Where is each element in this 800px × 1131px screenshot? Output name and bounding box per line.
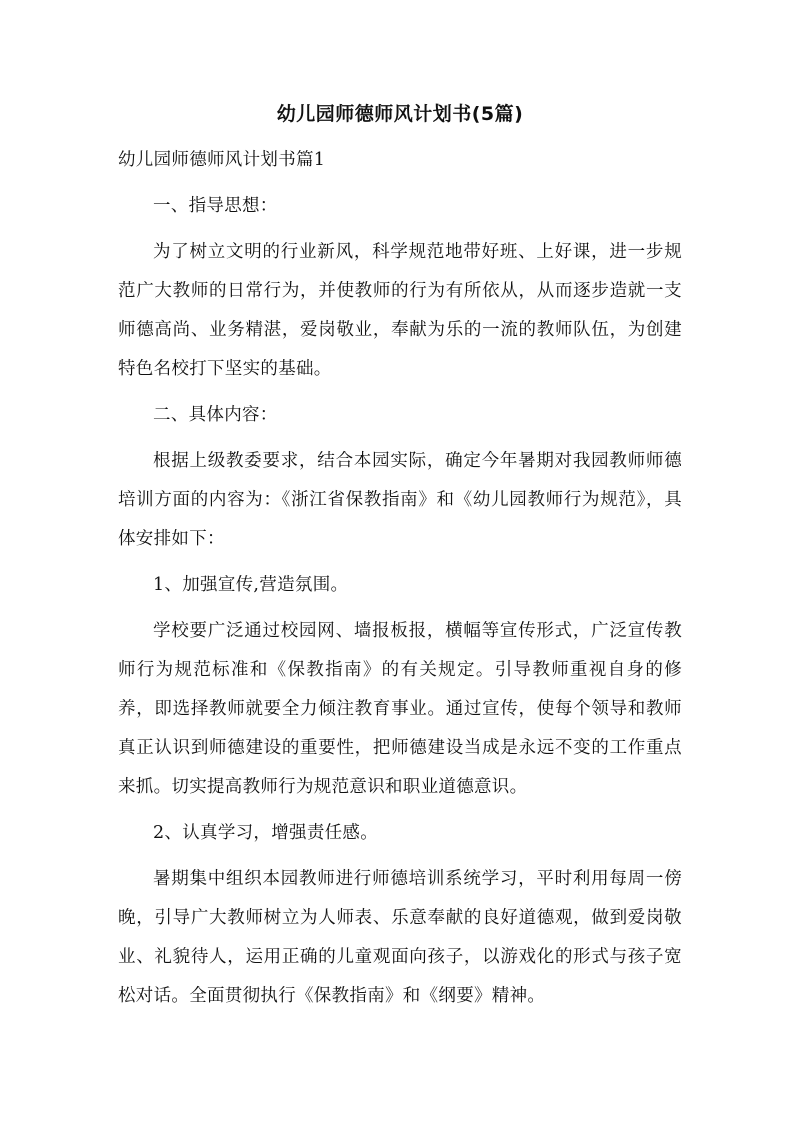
heading-specific-content: 二、具体内容：: [153, 405, 278, 425]
paragraph-specific-content: 根据上级教委要求，结合本园实际，确定今年暑期对我园教师师德培训方面的内容为：《浙江省保教指南》和《幼儿园教师行为规范》，具体安排如下：: [118, 451, 682, 549]
heading-publicity: 1、加强宣传,营造氛围。: [153, 575, 349, 595]
paragraph-guiding-ideology: 为了树立文明的行业新风，科学规范地带好班、上好课，进一步规范广大教师的日常行为，并使教师的行为有所依从，从而逐步造就一支师德高尚、业务精湛，爱岗敬业，奉献为乐的一流的教师队伍，为创建特色名校打下坚实的基础。: [118, 242, 682, 379]
document-title: 幼儿园师德师风计划书(5篇): [276, 103, 524, 125]
heading-study: 2、认真学习，增强责任感。: [153, 823, 379, 843]
paragraph-publicity: 学校要广泛通过校园网、墙报板报，横幅等宣传形式，广泛宣传教师行为规范标准和《保教指南》的有关规定。引导教师重视自身的修养，即选择教师就要全力倾注教育事业。通过宣传，使每个领导和教师真正认识到师德建设的重要性，把师德建设当成是永远不变的工作重点来抓。切实提高教师行为规范意识和职业道德意识。: [118, 621, 682, 797]
heading-guiding-ideology: 一、指导思想：: [153, 196, 278, 216]
paragraph-study: 暑期集中组织本园教师进行师德培训系统学习，平时利用每周一傍晚，引导广大教师树立为人师表、乐意奉献的良好道德观，做到爱岗敬业、礼貌待人，运用正确的儿童观面向孩子，以游戏化的形式与孩子宽松对话。全面贯彻执行《保教指南》和《纲要》精神。: [118, 869, 682, 1006]
section-subtitle: 幼儿园师德师风计划书篇1: [118, 150, 326, 170]
document-body: [118, 141, 682, 1016]
